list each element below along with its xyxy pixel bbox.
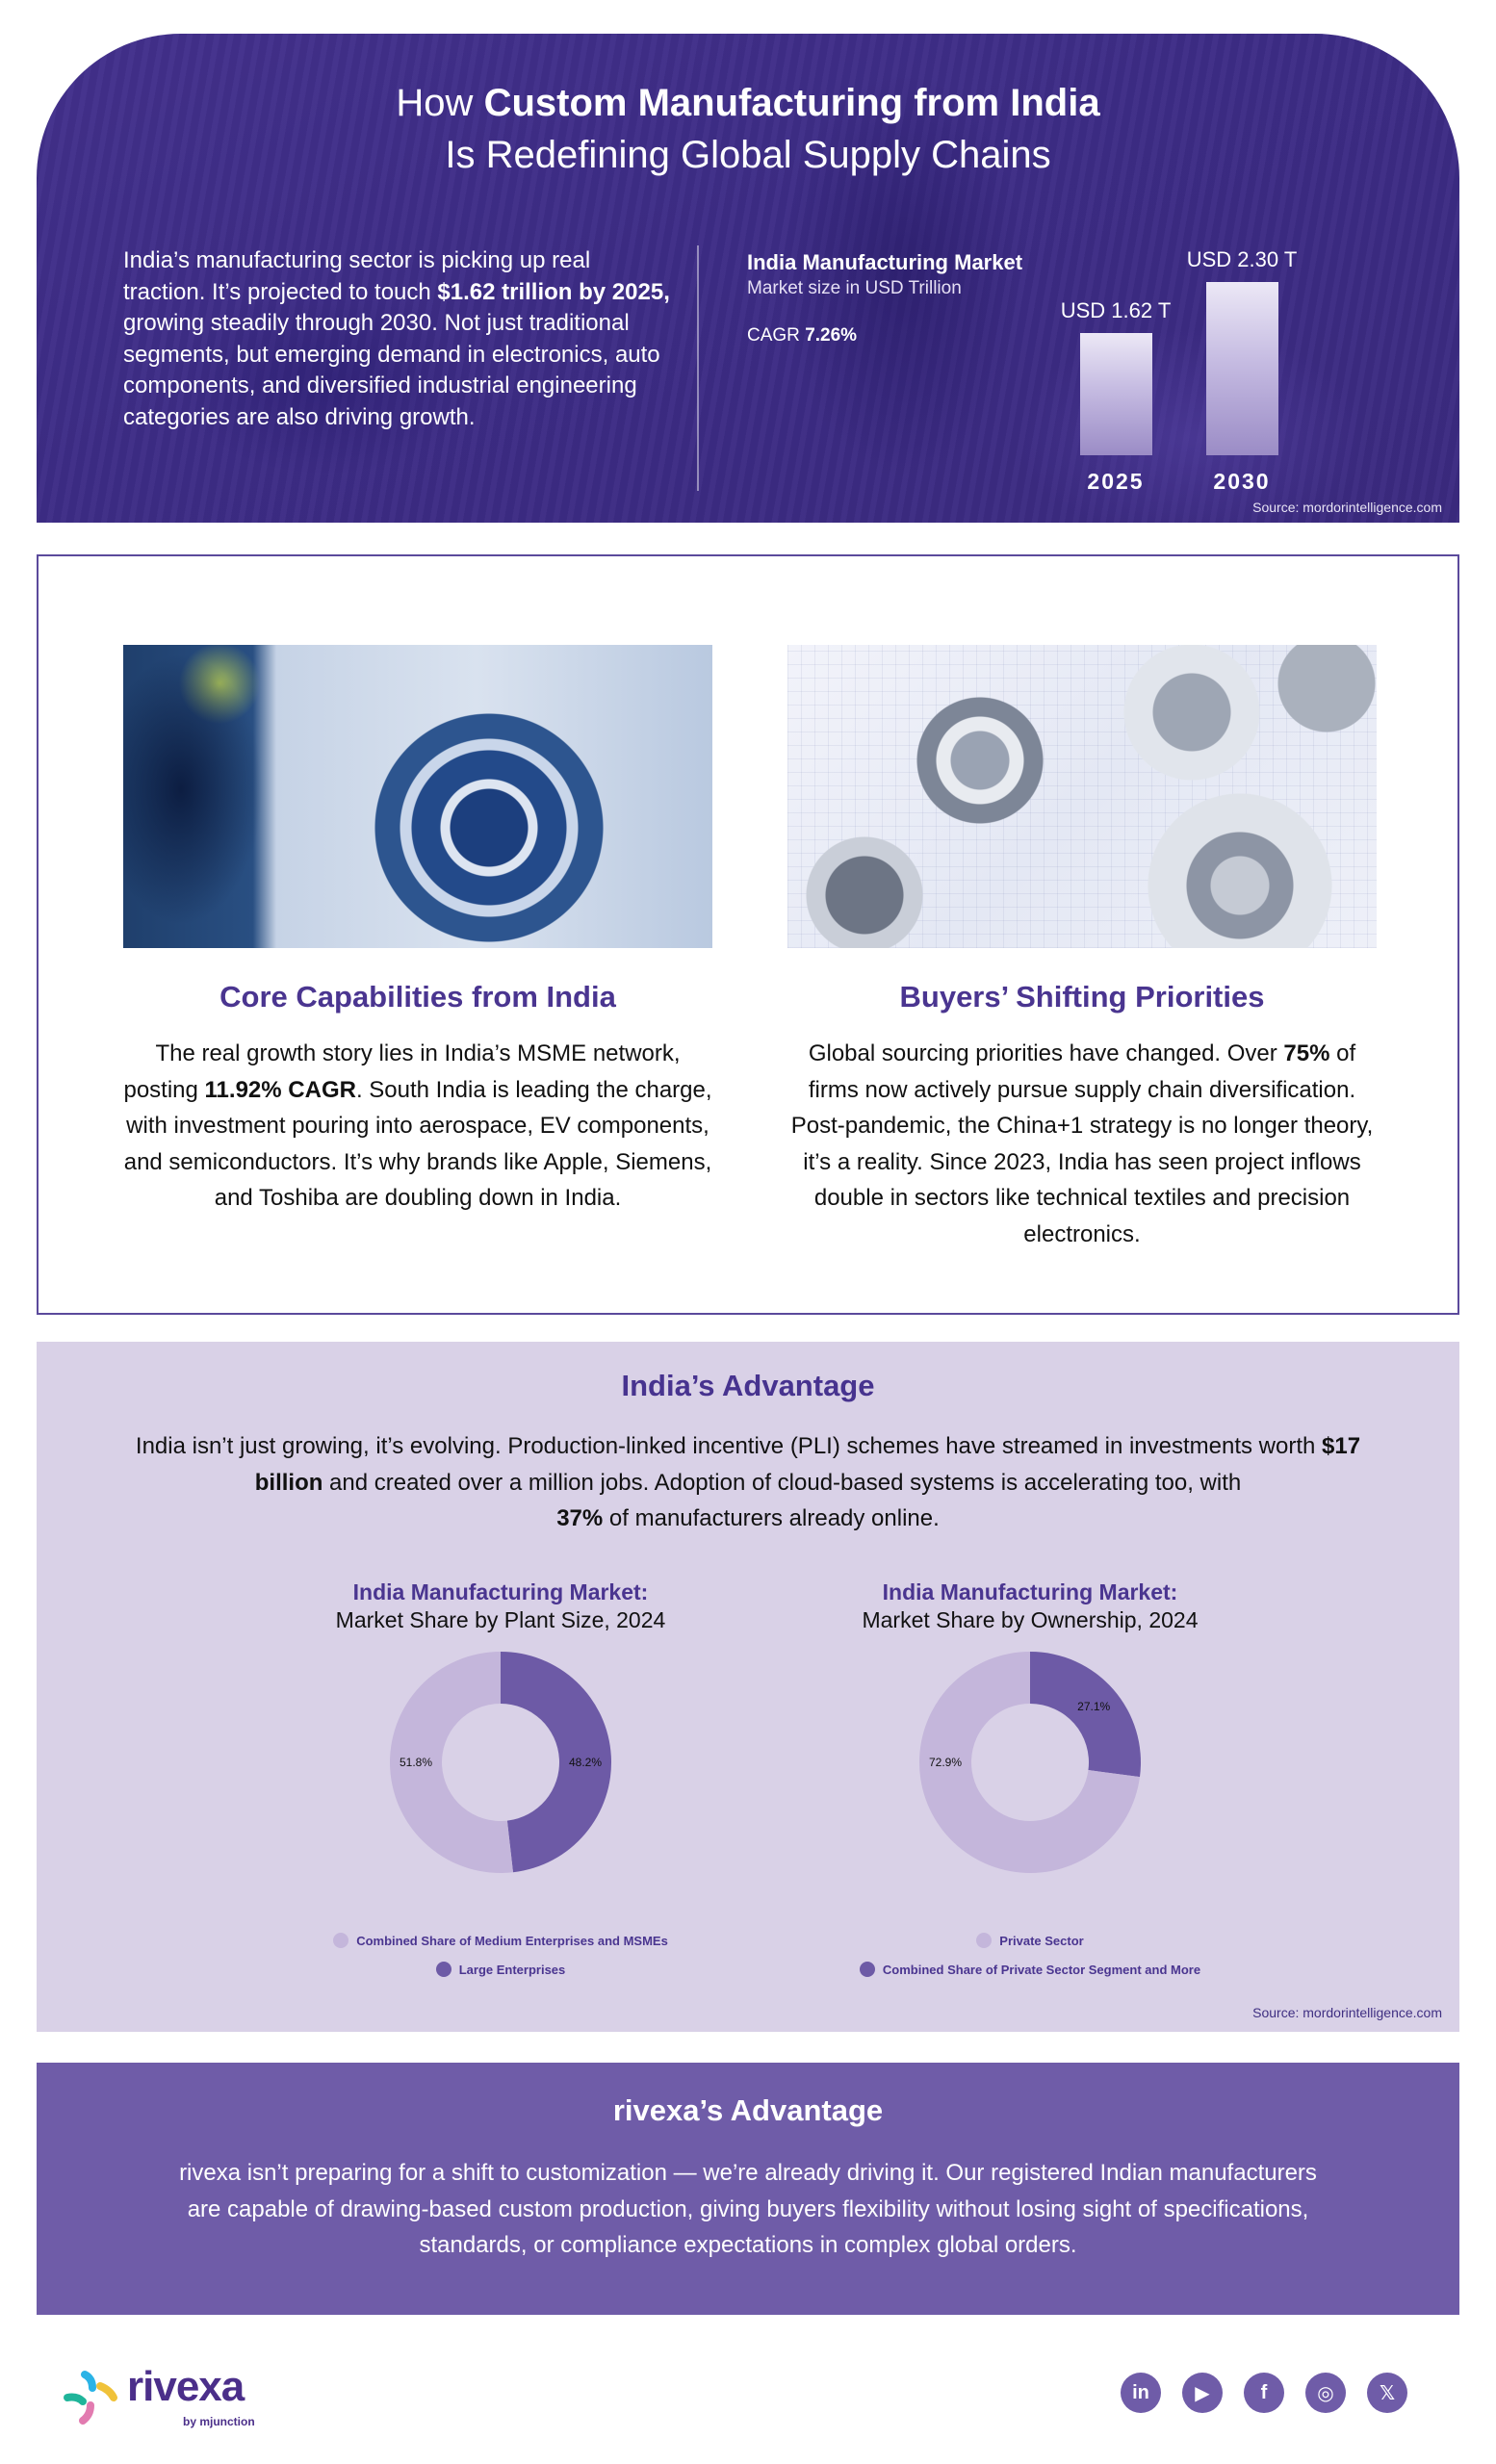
- brand-name: rivexa: [127, 2363, 245, 2410]
- mechanical-parts-blueprint-image: [787, 645, 1377, 948]
- text-bold: $17 billion: [254, 1433, 1361, 1496]
- title-emphasis: Custom Manufacturing from India: [483, 82, 1100, 124]
- plant-size-donut-chart: [289, 1579, 712, 1977]
- bar-category-label: 2030: [1213, 469, 1271, 494]
- donut-subtitle: Market Share by Ownership, 2024: [862, 1607, 1199, 1632]
- advantage-source: Source: mordorintelligence.com: [1252, 2005, 1442, 2020]
- india-advantage-text: [114, 1428, 1382, 1537]
- rivexa-advantage-text: rivexa isn’t preparing for a shift to customization — we’re already driving it. Our registered Indian manufacturers are capable of drawing-based custom production, giving buyers flexibility without losing sight of specifications, standards, or compliance expectations in complex global orders.: [179, 2160, 1317, 2258]
- market-chart-subtitle: Market size in USD Trillion: [747, 278, 962, 298]
- intro-text-2: growing steadily through 2030. Not just traditional segments, but emerging demand in electronics, auto components, and diversified industrial engineering categories are also driving growth.: [123, 310, 660, 430]
- text-bold: 11.92% CAGR: [204, 1076, 356, 1103]
- bar-category-label: 2025: [1087, 469, 1145, 494]
- text-bold: 75%: [1283, 1040, 1330, 1066]
- legend-item: [818, 1955, 1242, 1984]
- legend-swatch: [436, 1962, 451, 1977]
- donut-data-label: 72.9%: [928, 1756, 963, 1769]
- rivexa-logo[interactable]: [62, 2363, 273, 2430]
- bar-2030: [1206, 282, 1278, 455]
- rivexa-advantage-heading: rivexa’s Advantage: [612, 2093, 884, 2127]
- core-capabilities-column: [123, 980, 712, 1217]
- text: The real growth story lies in India’s MSME network, posting: [123, 1040, 681, 1103]
- text: Global sourcing priorities have changed. Over: [808, 1040, 1284, 1066]
- cagr-value: 7.26%: [805, 325, 858, 346]
- legend-swatch: [333, 1933, 348, 1948]
- core-capabilities-text: [123, 1036, 712, 1217]
- legend-swatch: [976, 1933, 992, 1948]
- cad-gear-render-image: [123, 645, 712, 948]
- market-size-bar-chart: [37, 34, 1459, 523]
- rivexa-advantage-section: [37, 2063, 1459, 2315]
- text: . South India is leading the charge, with investment pouring into aerospace, EV components, and semiconductors. It’s why brands like Apple, Siemens, and Toshiba are doubling down in India.: [123, 1076, 712, 1211]
- legend-item: [289, 1955, 712, 1984]
- india-advantage-section: [37, 1342, 1459, 2032]
- hero-banner: [37, 34, 1459, 523]
- text: and created over a million jobs. Adoption of cloud-based systems is accelerating too, with: [322, 1469, 1242, 1496]
- ownership-donut-chart: [818, 1579, 1242, 1977]
- bar-data-label: USD 1.62 T: [1060, 298, 1172, 323]
- youtube-icon[interactable]: ▶: [1182, 2373, 1223, 2413]
- buyers-priorities-text: [787, 1036, 1377, 1252]
- donut-data-label: 27.1%: [1077, 1700, 1111, 1714]
- donut-plot: [818, 1647, 1242, 1907]
- core-capabilities-heading: Core Capabilities from India: [219, 980, 616, 1014]
- india-advantage-heading: India’s Advantage: [621, 1369, 875, 1402]
- legend-label: Combined Share of Private Sector Segment and More: [882, 1962, 1201, 1977]
- legend-item: [289, 1926, 712, 1955]
- donut-slice: [1030, 1652, 1141, 1777]
- buyers-priorities-heading: Buyers’ Shifting Priorities: [899, 980, 1265, 1014]
- bar-data-label: USD 2.30 T: [1186, 247, 1298, 271]
- text-bold: 37%: [556, 1505, 604, 1531]
- buyers-priorities-column: [787, 980, 1377, 1252]
- legend-label: Combined Share of Medium Enterprises and MSMEs: [356, 1933, 668, 1948]
- text: India isn’t just growing, it’s evolving. Production-linked incentive (PLI) schemes have streamed in investments worth: [135, 1433, 1323, 1459]
- legend-item: [818, 1926, 1242, 1955]
- hero-source: Source: mordorintelligence.com: [1252, 500, 1442, 515]
- instagram-icon[interactable]: ◎: [1305, 2373, 1346, 2413]
- donut-legend: [289, 1926, 712, 1984]
- donut-data-label: 51.8%: [399, 1756, 433, 1769]
- x-icon[interactable]: 𝕏: [1367, 2373, 1407, 2413]
- bar-2025: [1080, 333, 1152, 455]
- facebook-icon[interactable]: f: [1244, 2373, 1284, 2413]
- legend-label: Private Sector: [999, 1933, 1084, 1948]
- donut-data-label: 48.2%: [568, 1756, 603, 1769]
- capabilities-card: [37, 554, 1459, 1315]
- donut-legend: [818, 1926, 1242, 1984]
- title-line-2: Is Redefining Global Supply Chains: [445, 134, 1051, 176]
- text: of firms now actively pursue supply chain diversification. Post-pandemic, the China+1 strategy is no longer theory, it’s a reality. Since 2023, India has seen project inflows double in sectors like technical textiles and precision electronics.: [790, 1040, 1374, 1247]
- text: of manufacturers already online.: [603, 1505, 940, 1531]
- intro-text-1: India’s manufacturing sector is picking up real traction. It’s projected to touch: [123, 247, 591, 305]
- donut-subtitle: Market Share by Plant Size, 2024: [335, 1607, 666, 1632]
- legend-label: Large Enterprises: [458, 1962, 566, 1977]
- donut-title: India Manufacturing Market:: [352, 1579, 649, 1604]
- legend-swatch: [860, 1962, 875, 1977]
- intro-bold: $1.62 trillion by 2025,: [437, 278, 670, 305]
- market-chart-title: India Manufacturing Market: [747, 250, 1023, 274]
- brand-tagline: by mjunction: [183, 2415, 255, 2428]
- title-prefix: How: [396, 82, 484, 124]
- linkedin-icon[interactable]: in: [1121, 2373, 1161, 2413]
- donut-title: India Manufacturing Market:: [882, 1579, 1178, 1604]
- donut-plot: [289, 1647, 712, 1907]
- rivexa-logo-mark-icon: [62, 2367, 121, 2426]
- cagr-label: CAGR: [747, 325, 806, 346]
